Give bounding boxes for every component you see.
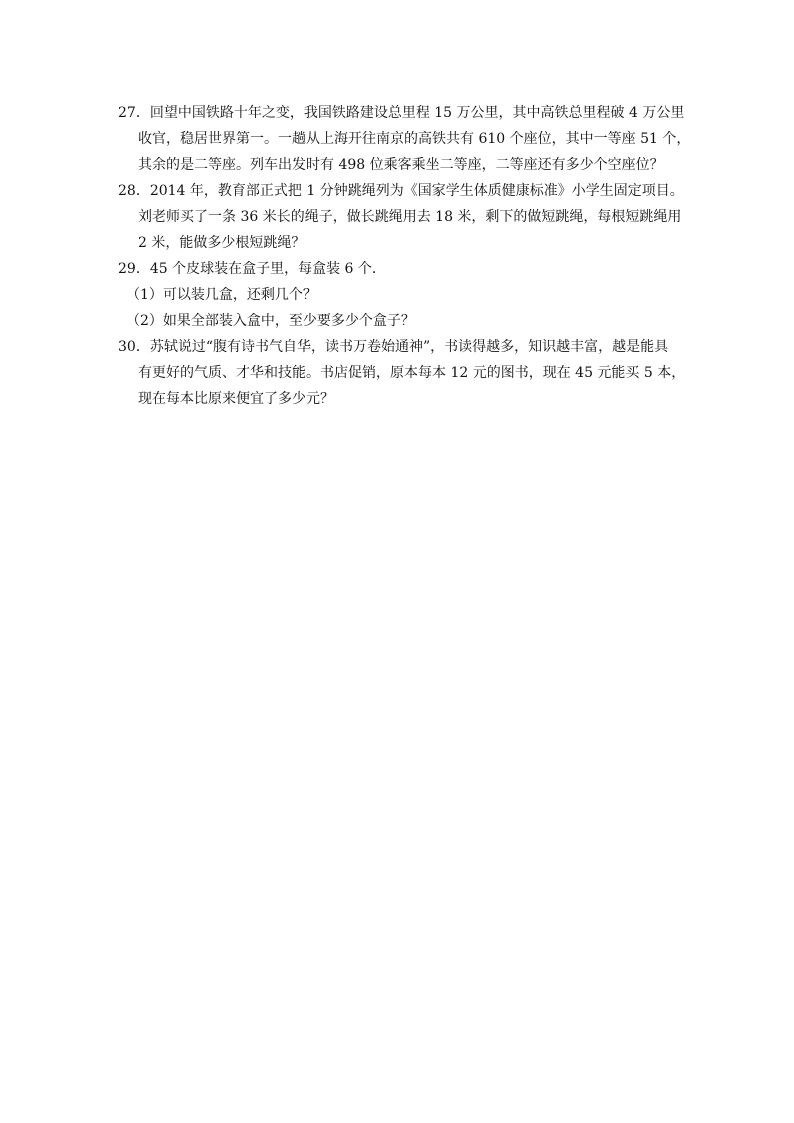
question-text: 苏轼说过“腹有诗书气自华，读书万卷始通神”，书读得越多，知识越丰富，越是能具 [149,339,669,355]
question-line: 收官，稳居世界第一。一趟从上海开往南京的高铁共有 610 个座位，其中一等座 51 个， [138,131,691,147]
question-number: 28． [118,183,150,199]
question-line [118,178,684,204]
question-number: 30． [118,339,150,355]
question-line: 其余的是二等座。列车出发时有 498 位乘客乘坐二等座，二等座还有多少个空座位？ [138,157,664,173]
question-29 [118,256,678,334]
question-text: 回望中国铁路十年之变，我国铁路建设总里程 15 万公里，其中高铁总里程破 4 万公里 [149,105,685,121]
question-line: 现在每本比原来便宜了多少元？ [138,391,334,407]
question-number: 29． [118,261,150,277]
question-line: 有更好的气质、才华和技能。书店促销，原本每本 12 元的图书，现在 45 元能买 5 本， [138,365,686,381]
sub-question-1: （1）可以装几盒，还剩几个？ [126,287,317,303]
question-line [118,256,678,282]
question-text: 45 个皮球装在盒子里，每盒装 6 个． [149,261,386,277]
question-number: 27． [118,105,150,121]
sub-question-2: （2）如果全部装入盒中，至少要多少个盒子？ [126,313,415,329]
question-28 [118,178,684,256]
question-line [118,100,685,126]
question-line [118,334,678,360]
question-list [118,100,691,412]
question-27 [118,100,691,178]
question-line: 2 米，能做多少根短跳绳？ [138,235,306,251]
question-line: 刘老师买了一条 36 米长的绳子，做长跳绳用去 18 米，剩下的做短跳绳，每根短跳绳用 [138,209,682,225]
question-30 [118,334,686,412]
question-text: 2014 年，教育部正式把 1 分钟跳绳列为《国家学生体质健康标准》小学生固定项目。 [149,183,684,199]
